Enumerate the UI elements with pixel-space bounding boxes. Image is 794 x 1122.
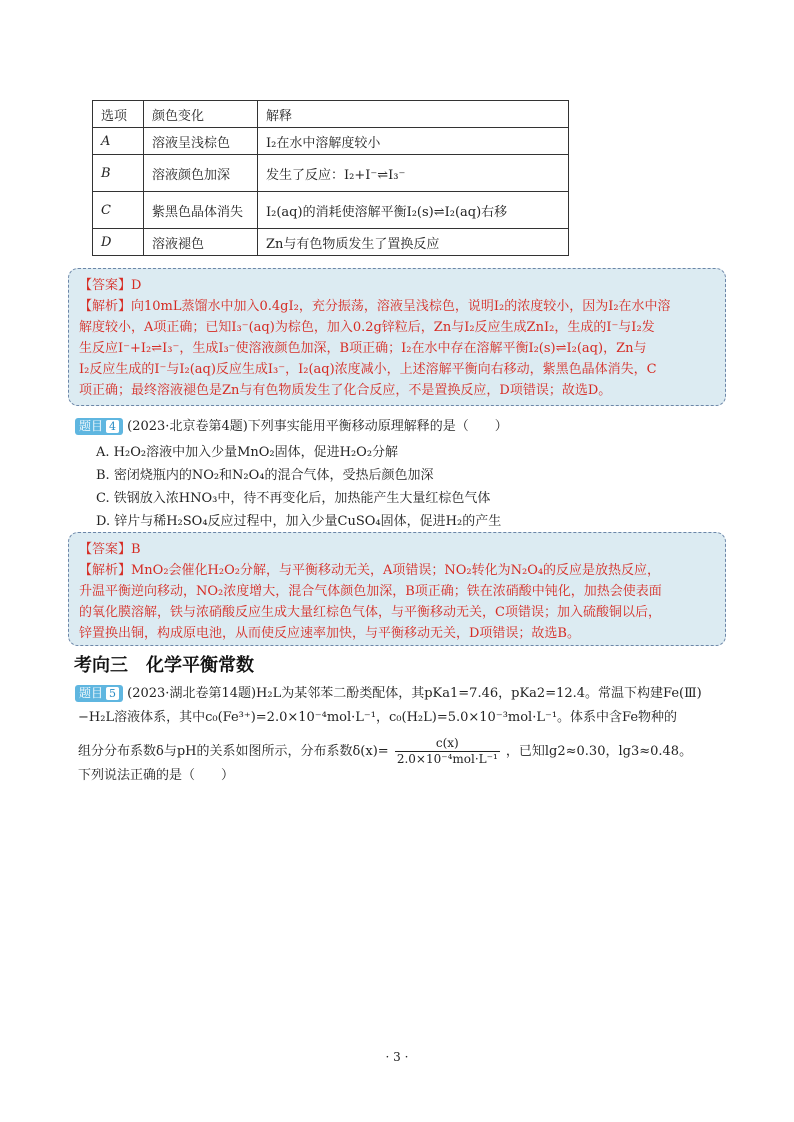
answer-box-1 [68, 268, 726, 406]
badge-number: 4 [106, 420, 119, 433]
explanation-line: I₂反应生成的I⁻与I₂(aq)反应生成I₃⁻，I₂(aq)浓度减小，上述溶解平衡向右移动，紫黑色晶体消失，C [79, 362, 657, 377]
table-cell: 溶液褪色 [144, 229, 258, 256]
table-row [93, 128, 569, 155]
explanation-line: 【解析】MnO₂会催化H₂O₂分解，与平衡移动无关，A项错误；NO₂转化为N₂O₄的反应是放热反应， [79, 563, 661, 578]
table-header-cell: 解释 [258, 101, 569, 128]
answer-box-2 [68, 532, 726, 646]
fraction-numerator: c(x) [395, 736, 500, 752]
explanation-line: 的氧化膜溶解，铁与浓硝酸反应生成大量红棕色气体，与平衡移动无关，C项错误；加入硫酸铜以后， [79, 605, 661, 620]
choice-a: A. H₂O₂溶液中加入少量MnO₂固体，促进H₂O₂分解 [96, 445, 399, 460]
table-row [93, 192, 569, 229]
question-5-line-1 [75, 682, 702, 702]
table-header-cell: 选项 [93, 101, 144, 128]
choice-d: D. 锌片与稀H₂SO₄反应过程中，加入少量CuSO₄固体，促进H₂的产生 [96, 514, 502, 529]
badge-label: 题目 [79, 419, 104, 433]
table-cell: Zn与有色物质发生了置换反应 [258, 229, 569, 256]
table-cell: I₂在水中溶解度较小 [258, 128, 569, 155]
fraction-denominator: 2.0×10⁻⁴mol·L⁻¹ [396, 752, 498, 766]
table-cell: 发生了反应：I₂+I⁻⇌I₃⁻ [258, 155, 569, 192]
table-cell: D [93, 229, 144, 256]
table-cell: C [93, 192, 144, 229]
explanation-line: 锌置换出铜，构成原电池，从而使反应速率加快，与平衡移动无关，D项错误；故选B。 [79, 626, 580, 641]
question-text: (2023·湖北卷第14题)H₂L为某邻苯二酚类配体，其pKa1=7.46，pKa2=12.4。常温下构建Fe(Ⅲ) [127, 686, 702, 701]
choice-c: C. 铁钢放入浓HNO₃中，待不再变化后，加热能产生大量红棕色气体 [96, 491, 491, 506]
table-cell: I₂(aq)的消耗使溶解平衡I₂(s)⇌I₂(aq)右移 [258, 192, 569, 229]
table-row [93, 155, 569, 192]
question-text: (2023·北京卷第4题)下列事实能用平衡移动原理解释的是（ ） [127, 419, 508, 434]
page-number: · 3 · [385, 1050, 409, 1064]
table-header-row [93, 101, 569, 128]
question-badge [75, 685, 123, 702]
answer-line: 【答案】B [79, 542, 141, 557]
section-title: 考向三 化学平衡常数 [74, 655, 254, 676]
question-5-line-3 [78, 736, 692, 767]
question-5-line-2: −H₂L溶液体系，其中c₀(Fe³⁺)=2.0×10⁻⁴mol·L⁻¹，c₀(H₂L)=5.0×10⁻³mol·L⁻¹。体系中含Fe物种的 [78, 710, 678, 725]
options-table [92, 100, 569, 256]
explanation-line: 解度较小，A项正确；已知I₃⁻(aq)为棕色，加入0.2g锌粒后，Zn与I₂反应生成ZnI₂，生成的I⁻与I₂发 [79, 320, 655, 335]
table-cell: 紫黑色晶体消失 [144, 192, 258, 229]
table-row [93, 229, 569, 256]
fraction [395, 736, 500, 767]
choice-b: B. 密闭烧瓶内的NO₂和N₂O₄的混合气体，受热后颜色加深 [96, 468, 434, 483]
explanation-line: 【解析】向10mL蒸馏水中加入0.4gI₂，充分振荡，溶液呈浅棕色，说明I₂的浓度较小，因为I₂在水中溶 [79, 299, 671, 314]
badge-label: 题目 [79, 686, 104, 700]
question-5-line-4: 下列说法正确的是（ ） [78, 768, 235, 783]
table-cell: A [93, 128, 144, 155]
table-cell: 溶液呈浅棕色 [144, 128, 258, 155]
explanation-line: 生反应I⁻+I₂⇌I₃⁻，生成I₃⁻使溶液颜色加深，B项正确；I₂在水中存在溶解平衡I₂(s)⇌I₂(aq)，Zn与 [79, 341, 647, 356]
question-4-stem [75, 415, 508, 435]
question-text: ，已知lg2≈0.30，lg3≈0.48。 [505, 744, 693, 759]
question-text: 组分分布系数δ与pH的关系如图所示，分布系数δ(x)= [78, 744, 389, 759]
table-cell: 溶液颜色加深 [144, 155, 258, 192]
explanation-line: 升温平衡逆向移动，NO₂浓度增大，混合气体颜色加深，B项正确；铁在浓硝酸中钝化，加热会使表面 [79, 584, 662, 599]
answer-line: 【答案】D [79, 278, 142, 293]
table-cell: B [93, 155, 144, 192]
table-header-cell: 颜色变化 [144, 101, 258, 128]
explanation-line: 项正确；最终溶液褪色是Zn与有色物质发生了化合反应，不是置换反应，D项错误；故选D。 [79, 383, 612, 398]
badge-number: 5 [106, 687, 119, 700]
question-badge [75, 418, 123, 435]
